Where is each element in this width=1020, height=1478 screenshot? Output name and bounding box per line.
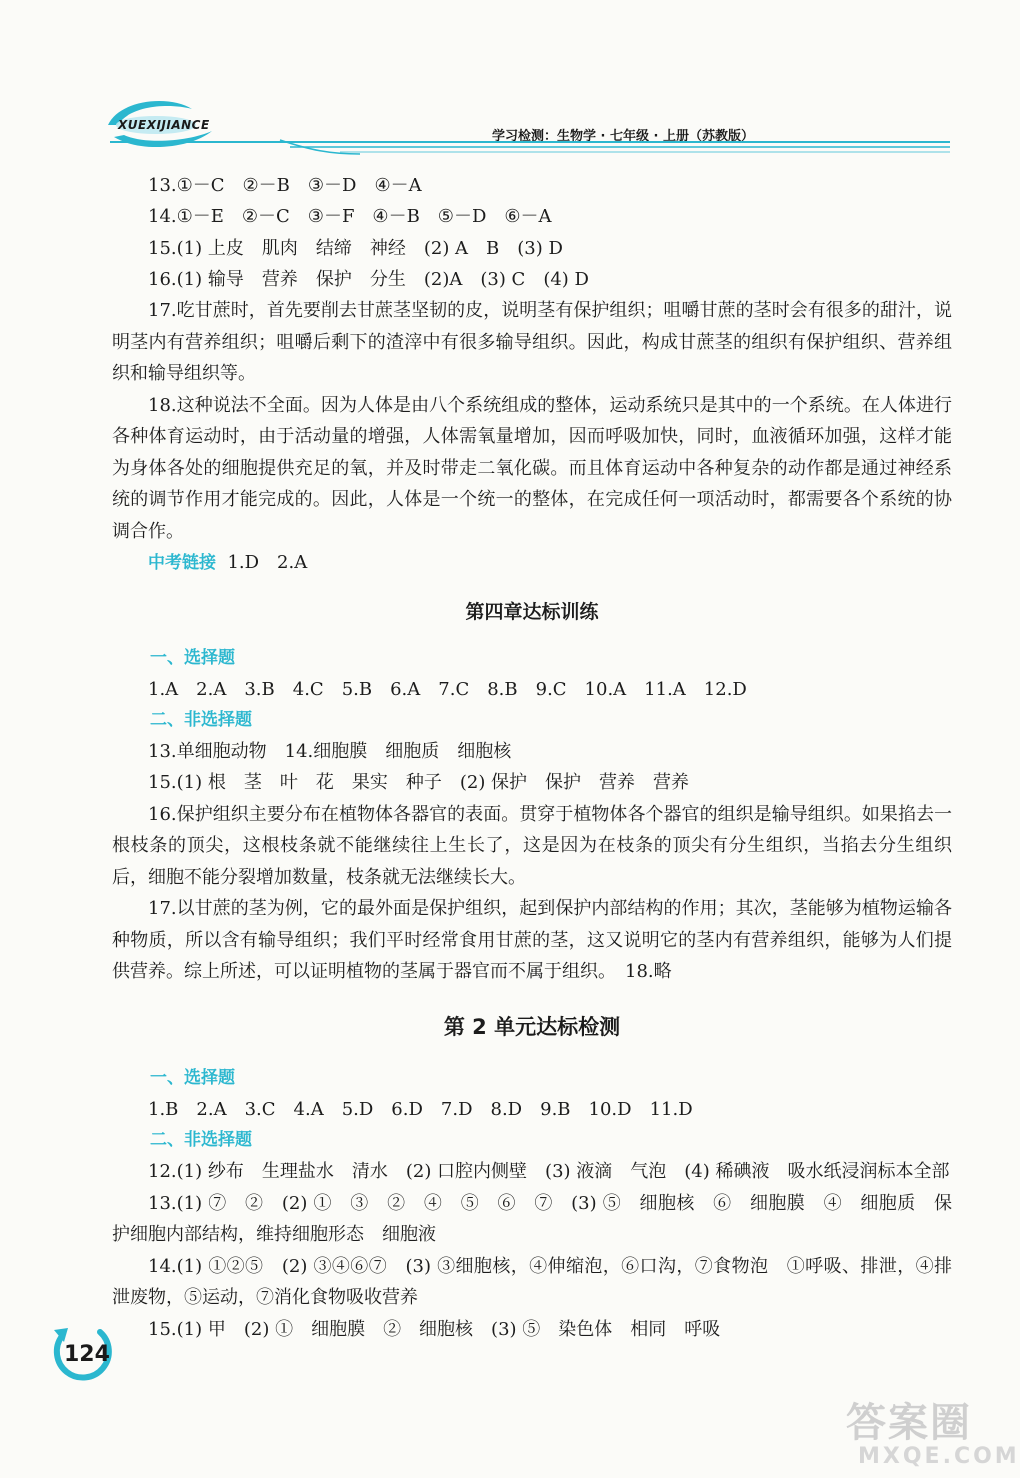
chapter4-choice-answers: 1.A 2.A 3.B 4.C 5.B 6.A 7.C 8.B 9.C 10.A 11.A 12.D	[148, 678, 747, 700]
unit2-q13: 13.(1) ⑦ ② (2) ① ③ ② ④ ⑤ ⑥ ⑦ (3) ⑤ 细胞核 ⑥ 细胞膜 ④ 细胞质 保护细胞内部结构，维持细胞形态 细胞液	[112, 1192, 952, 1246]
header-rule	[110, 138, 950, 158]
chapter4-q16: 16.保护组织主要分布在植物体各器官的表面。贯穿于植物体各个器官的组织是输导组织。如果掐去一根枝条的顶尖，这根枝条就不能继续往上生长了，这是因为在枝条的顶尖有分生组织，当掐去分生组织后，细胞不能分裂增加数量，枝条就无法继续长大。	[112, 803, 952, 888]
chapter4-q15: 15.(1) 根 茎 叶 花 果实 种子 (2) 保护 保护 营养 营养	[148, 772, 690, 794]
unit2-q15: 15.(1) 甲 (2) ① 细胞膜 ② 细胞核 (3) ⑤ 染色体 相同 呼吸	[148, 1318, 721, 1340]
book-title: 学习检测：生物学 · 七年级 · 上册（苏教版）	[492, 129, 754, 144]
chapter4-section2-label: 二、非选择题	[150, 710, 252, 731]
unit2-section2-label: 二、非选择题	[150, 1130, 252, 1151]
zhongkao-row	[112, 547, 952, 579]
page-number: 124	[64, 1342, 110, 1367]
answer-paragraph-17: 17.吃甘蔗时，首先要削去甘蔗茎坚韧的皮，说明茎有保护组织；咀嚼甘蔗的茎时会有很多的甜汁，说明茎内有营养组织；咀嚼后剩下的渣滓中有很多输导组织。因此，构成甘蔗茎的组织有保护组织、营养组织和输导组织等。	[112, 300, 952, 385]
zhongkao-answers: 1.D 2.A	[227, 552, 308, 574]
answer-line-14: 14.①－E ②－C ③－F ④－B ⑤－D ⑥－A	[148, 206, 552, 228]
watermark-logo-text: 答案圈	[846, 1400, 972, 1446]
answer-line-13: 13.①－C ②－B ③－D ④－A	[148, 175, 422, 196]
chapter4-q13: 13.单细胞动物 14.细胞膜 细胞质 细胞核	[148, 741, 512, 763]
unit2-section1-label: 一、选择题	[150, 1067, 235, 1088]
logo-text: XUEXIJIANCE	[118, 118, 210, 132]
watermark	[846, 1400, 1020, 1468]
chapter4-section1-label: 一、选择题	[150, 647, 235, 668]
unit2-choice-answers: 1.B 2.A 3.C 4.A 5.D 6.D 7.D 8.D 9.B 10.D 11.D	[148, 1098, 693, 1120]
answer-content	[112, 170, 952, 1345]
zhongkao-label: 中考链接	[148, 553, 216, 574]
unit2-title: 第 2 单元达标检测	[443, 1014, 621, 1039]
page-header	[0, 0, 1000, 170]
chapter4-title: 第四章达标训练	[465, 601, 599, 624]
chapter4-q17: 17.以甘蔗的茎为例，它的最外面是保护组织，起到保护内部结构的作用；其次，茎能够为植物运输各种物质，所以含有输导组织；我们平时经常食用甘蔗的茎，这又说明它的茎内有营养组织，能够为人们提供营养。综上所述，可以证明植物的茎属于器官而不属于组织。 18.略	[112, 898, 952, 983]
unit2-q14: 14.(1) ①②⑤ (2) ③④⑥⑦ (3) ③细胞核，④伸缩泡，⑥口沟，⑦食物泡 ①呼吸、排泄，④排泄废物，⑤运动，⑦消化食物吸收营养	[112, 1255, 952, 1309]
answer-paragraph-18: 18.这种说法不全面。因为人体是由八个系统组成的整体，运动系统只是其中的一个系统。在人体进行各种体育运动时，由于活动量的增强，人体需氧量增加，因而呼吸加快，同时，血液循环加强，这样才能为身体各处的细胞提供充足的氧，并及时带走二氧化碳。而且体育运动中各种复杂的动作都是通过神经系统的调节作用才能完成的。因此，人体是一个统一的整体，在完成任何一项活动时，都需要各个系统的协调合作。	[112, 394, 952, 542]
unit2-q12: 12.(1) 纱布 生理盐水 清水 (2) 口腔内侧壁 (3) 液滴 气泡 (4) 稀碘液 吸水纸浸润标本全部	[148, 1161, 950, 1183]
answer-line-16: 16.(1) 输导 营养 保护 分生 (2)A (3) C (4) D	[148, 268, 589, 290]
watermark-url: MXQE.COM	[858, 1444, 1020, 1469]
answer-line-15: 15.(1) 上皮 肌肉 结缔 神经 (2) A B (3) D	[148, 237, 563, 259]
